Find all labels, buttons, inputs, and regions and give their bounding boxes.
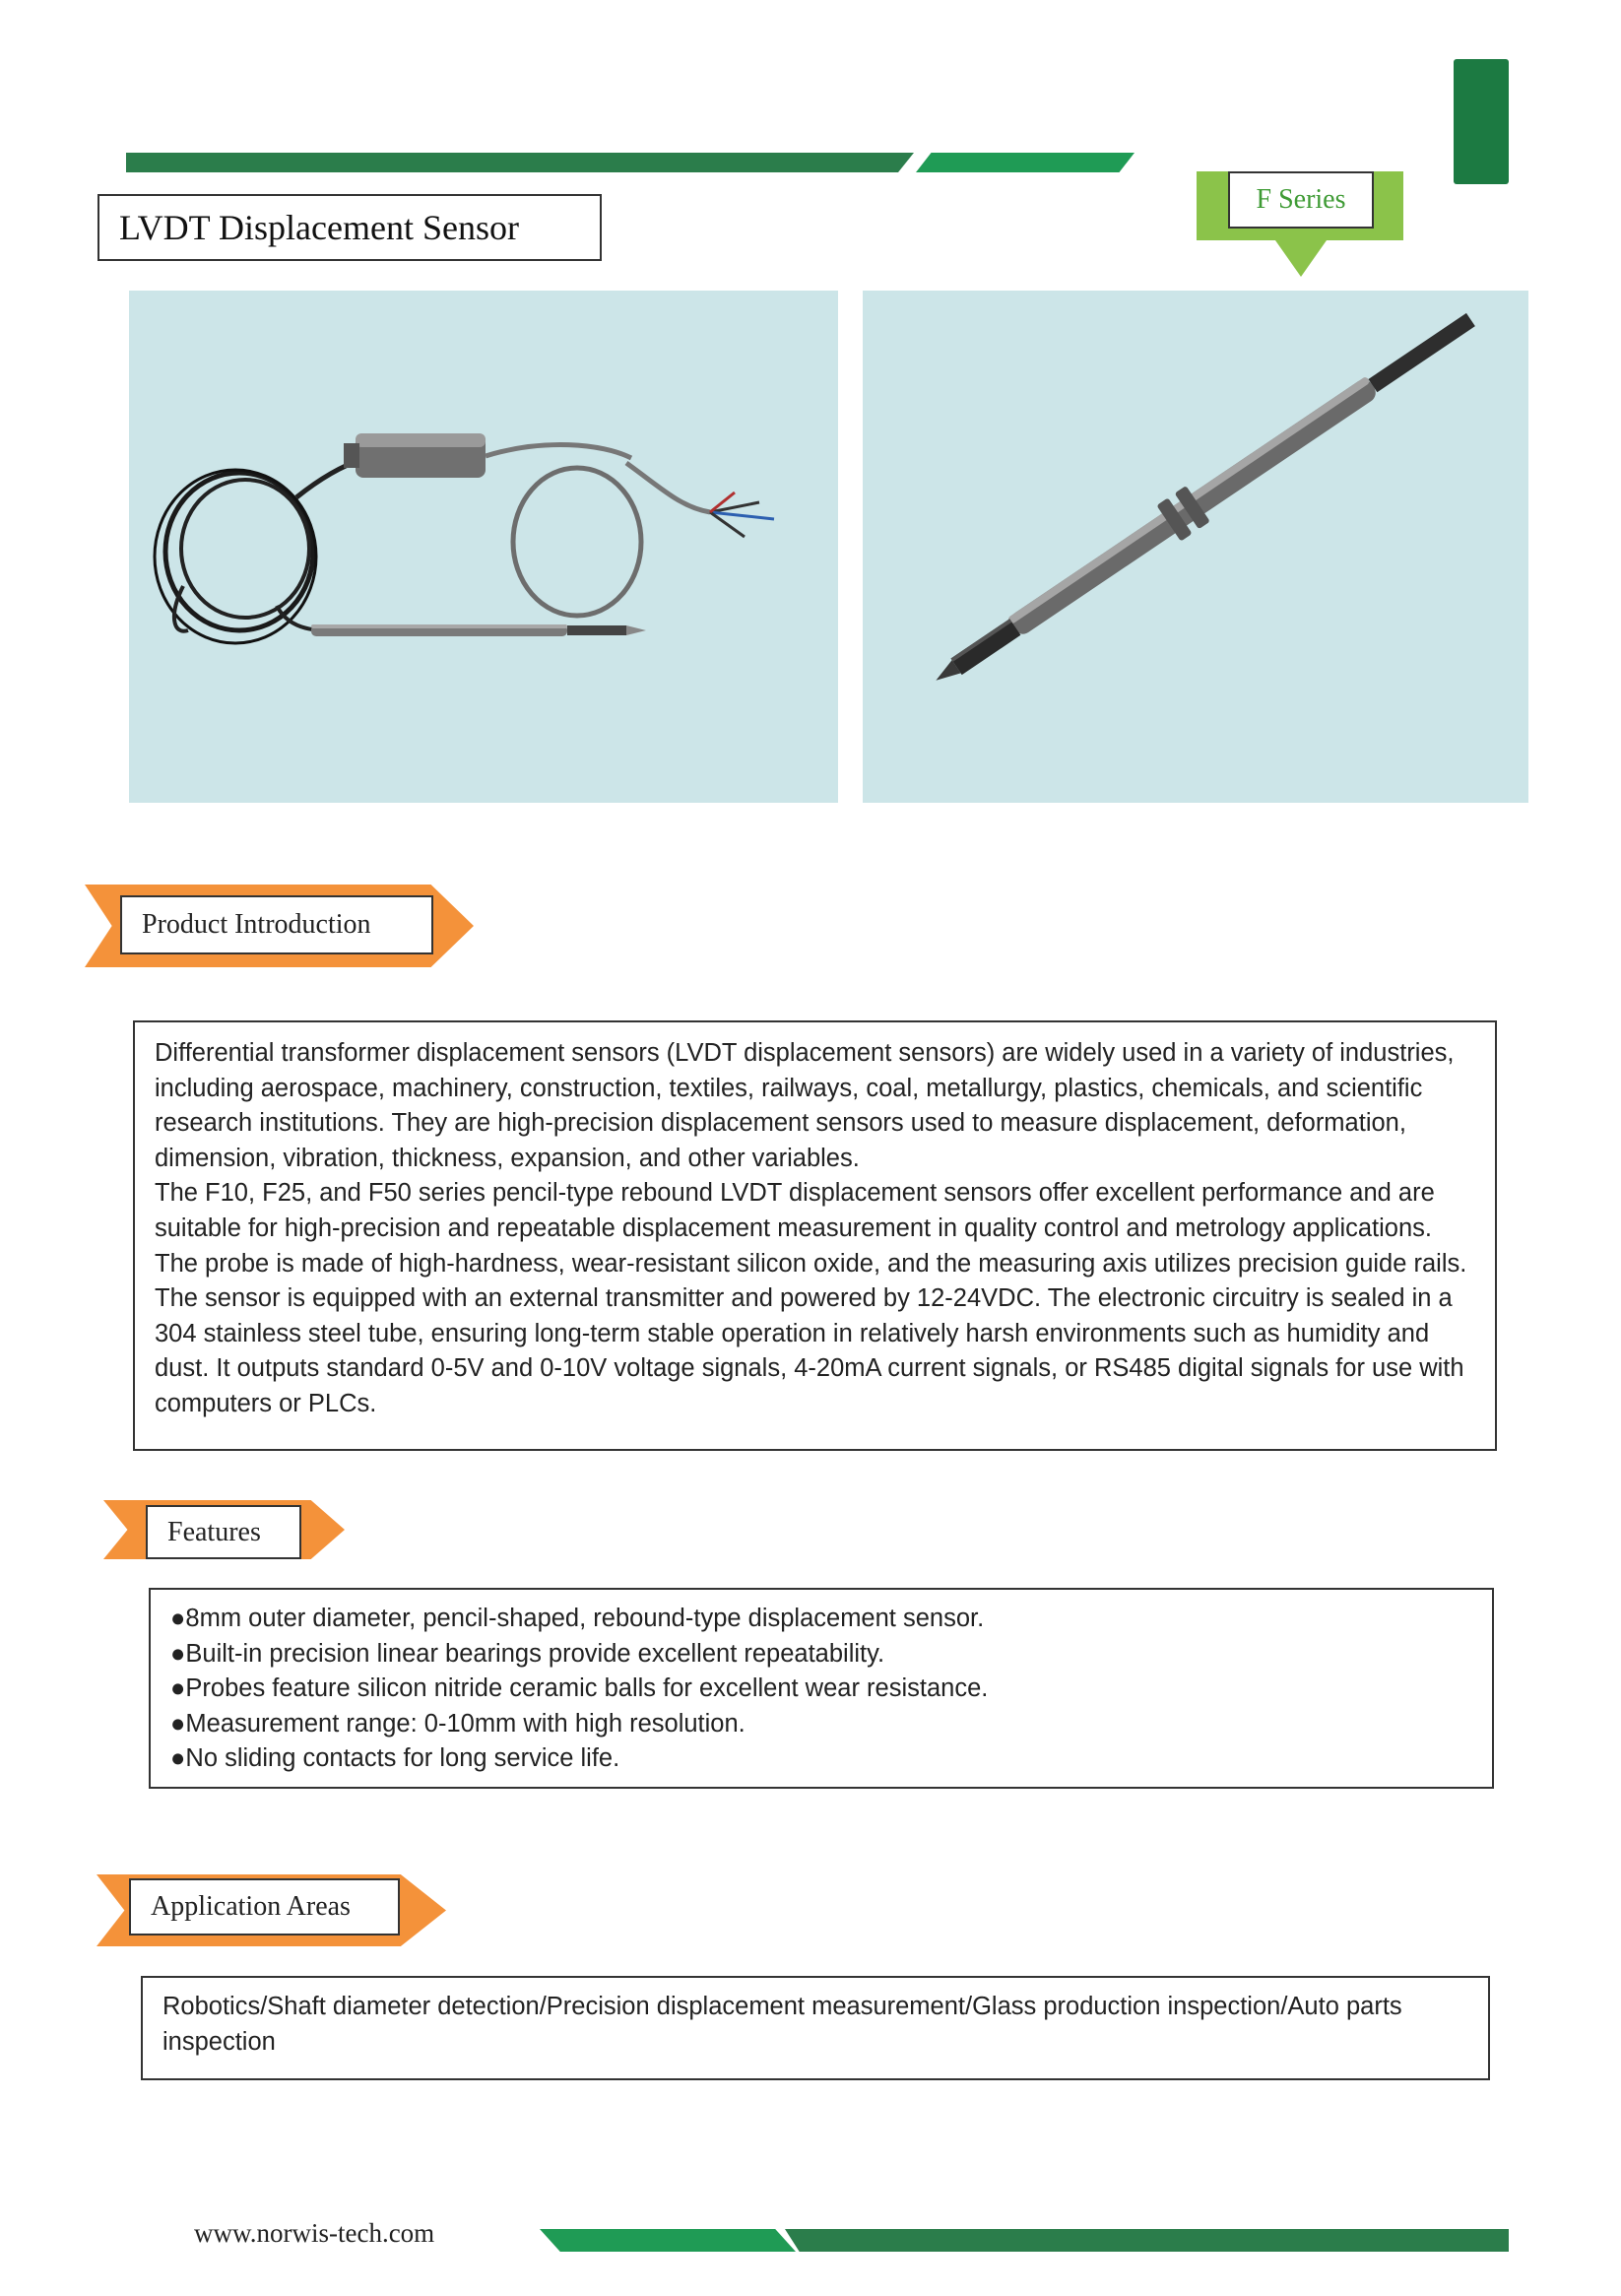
features-heading: Features xyxy=(146,1505,301,1559)
list-item: ●Probes feature silicon nitride ceramic balls for excellent wear resistance. xyxy=(170,1674,989,1703)
application-areas-heading: Application Areas xyxy=(129,1878,400,1935)
application-areas-text: Robotics/Shaft diameter detection/Precision displacement measurement/Glass production inspection/Auto parts inspection xyxy=(141,1976,1490,2080)
list-item: ●Built-in precision linear bearings provide excellent repeatability. xyxy=(170,1639,885,1668)
corner-tab-decoration xyxy=(1454,59,1509,184)
header-stripe-dark xyxy=(126,153,914,172)
down-arrow-icon xyxy=(1275,240,1327,277)
footer-website-link[interactable]: www.norwis-tech.com xyxy=(194,2218,435,2248)
list-item: ●Measurement range: 0-10mm with high resolution. xyxy=(170,1709,746,1738)
series-label: F Series xyxy=(1228,171,1374,229)
intro-paragraph-1: Differential transformer displacement sensors (LVDT displacement sensors) are widely used in a variety of industries, including aerospace, machinery, construction, textiles, railways, coal, metallurgy, plastics, chemicals, and scientific research institutions. They are high-precision displacement sensors used to measure displacement, deformation, dimension, vibration, thickness, expansion, and other variables. xyxy=(155,1039,1455,1172)
footer-stripe-light xyxy=(540,2229,796,2252)
sensor-with-cable-photo xyxy=(129,291,838,803)
page-title: LVDT Displacement Sensor xyxy=(97,194,602,261)
features-list xyxy=(149,1588,1494,1789)
intro-paragraph-2: The F10, F25, and F50 series pencil-type rebound LVDT displacement sensors offer excellent performance and are suitable for high-precision and repeatable displacement measurement in quality control and metrology applications. The probe is made of high-hardness, wear-resistant silicon oxide, and the measuring axis utilizes precision guide rails. The sensor is equipped with an external transmitter and powered by 12-24VDC. The electronic circuitry is sealed in a 304 stainless steel tube, ensuring long-term stable operation in relatively harsh environments such as humidity and dust. It outputs standard 0-5V and 0-10V voltage signals, 4-20mA current signals, or RS485 digital signals for use with computers or PLCs. xyxy=(155,1179,1467,1417)
header-stripe-light xyxy=(916,153,1135,172)
list-item: ●No sliding contacts for long service life. xyxy=(170,1744,620,1773)
footer-stripe-dark xyxy=(785,2229,1509,2252)
product-introduction-heading: Product Introduction xyxy=(120,895,433,954)
sensor-probe-closeup-photo xyxy=(863,291,1528,803)
product-introduction-text xyxy=(133,1020,1497,1451)
list-item: ●8mm outer diameter, pencil-shaped, rebound-type displacement sensor. xyxy=(170,1605,985,1632)
